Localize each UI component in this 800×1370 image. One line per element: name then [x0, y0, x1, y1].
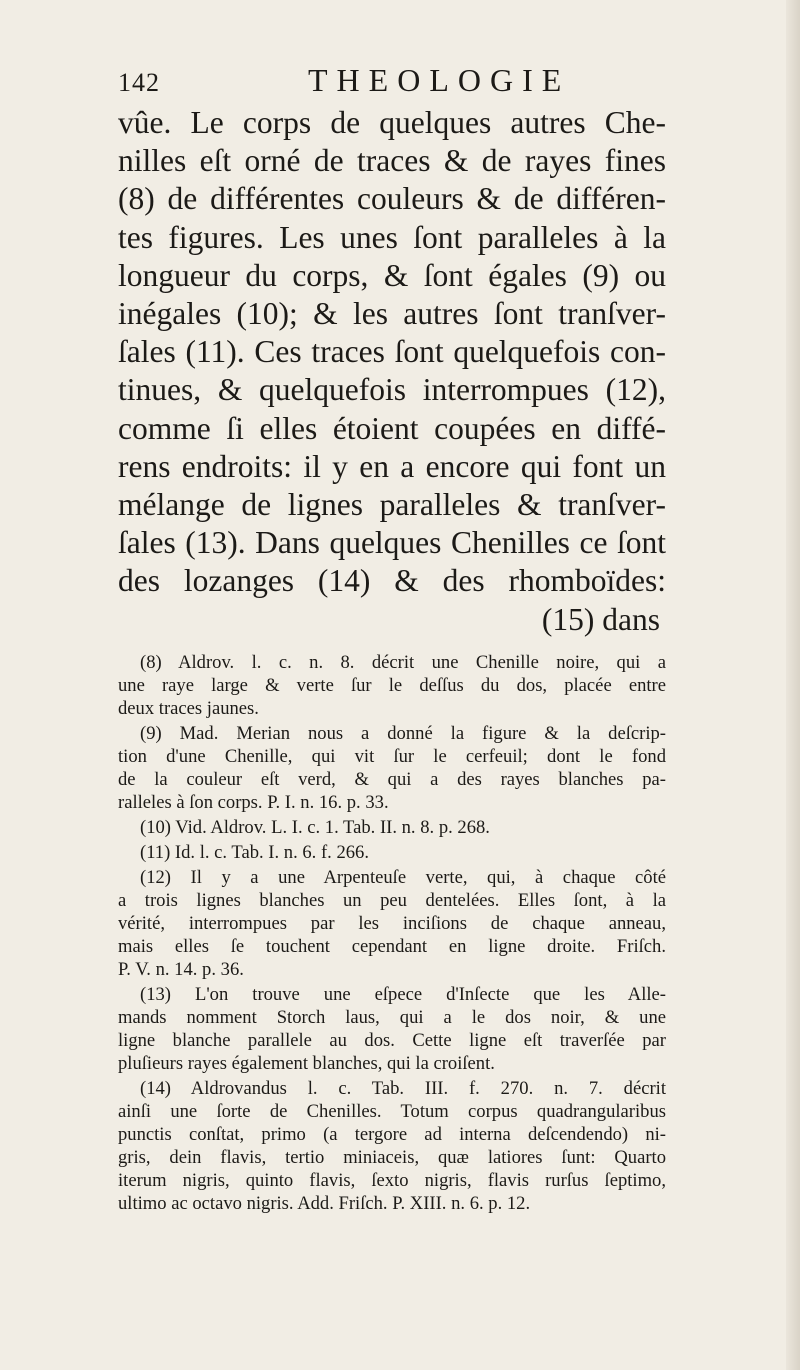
page-number: 142	[118, 68, 160, 97]
footnote-line: pluſieurs rayes également blanches, qui la croiſent.	[118, 1052, 495, 1074]
footnote-line: ralleles à ſon corps. P. I. n. 16. p. 33.	[118, 791, 389, 813]
footnote-line: ultimo ac octavo nigris. Add. Friſch. P. XIII. n. 6. p. 12.	[118, 1192, 531, 1214]
book-page	[118, 60, 666, 1217]
footnote-line: ainſi une ſorte de Chenilles. Totum corpus quadrangularibus	[118, 1100, 666, 1122]
body-line: nilles eſt orné de traces & de rayes fines	[118, 143, 666, 179]
footnote-line: P. V. n. 14. p. 36.	[118, 958, 244, 980]
footnote-8	[118, 651, 666, 720]
footnote-line: tion d'une Chenille, qui vit ſur le cerfeuil; dont le fond	[118, 745, 666, 767]
body-line: tinues, & quelquefois interrompues (12),	[118, 372, 666, 408]
body-line: (8) de différentes couleurs & de différen-	[118, 181, 666, 217]
footnote-line: deux traces jaunes.	[118, 697, 259, 719]
body-line: ſales (13). Dans quelques Chenilles ce ſont	[118, 525, 666, 561]
body-line: ſales (11). Ces traces ſont quelquefois con-	[118, 334, 666, 370]
body-text	[118, 104, 666, 639]
body-line: inégales (10); & les autres ſont tranſver-	[118, 296, 666, 332]
body-line: tes figures. Les unes ſont paralleles à la	[118, 219, 666, 255]
footnote-line: ligne blanche parallele au dos. Cette ligne eſt traverſée par	[118, 1029, 666, 1051]
body-line: rens endroits: il y en a encore qui font un	[118, 448, 666, 484]
footnote-line: a trois lignes blanches un peu dentelées. Elles ſont, à la	[118, 889, 666, 911]
footnote-13	[118, 983, 666, 1075]
footnote-line: iterum nigris, quinto flavis, ſexto nigris, flavis rurſus ſeptimo,	[118, 1169, 666, 1191]
footnote-line: (13) L'on trouve une eſpece d'Inſecte que les Alle-	[140, 983, 666, 1005]
footnote-line: vérité, interrompues par les inciſions de chaque anneau,	[118, 912, 666, 934]
body-line: longueur du corps, & ſont égales (9) ou	[118, 257, 666, 293]
footnote-line: punctis conſtat, primo (a tergore ad interna deſcendendo) ni-	[118, 1123, 666, 1145]
footnote-line: (9) Mad. Merian nous a donné la figure & la deſcrip-	[140, 722, 666, 744]
footnote-11	[118, 841, 666, 864]
running-title: THEOLOGIE	[308, 62, 571, 98]
footnote-line: (11) Id. l. c. Tab. I. n. 6. f. 266.	[140, 841, 370, 863]
running-head	[118, 60, 666, 104]
footnote-line: mais elles ſe touchent cependant en ligne droite. Friſch.	[118, 935, 666, 957]
footnote-12	[118, 866, 666, 981]
body-line: (15) dans	[541, 601, 660, 637]
body-line: vûe. Le corps de quelques autres Che-	[118, 105, 666, 140]
footnote-14	[118, 1077, 666, 1215]
footnote-line: une raye large & verte ſur le deſſus du dos, placée entre	[118, 674, 666, 696]
footnote-line: mands nomment Storch laus, qui a le dos noir, & une	[118, 1006, 666, 1028]
footnotes	[118, 651, 666, 1215]
footnote-10	[118, 816, 666, 839]
footnote-9	[118, 722, 666, 814]
page-edge	[786, 0, 800, 1370]
footnote-line: de la couleur eſt verd, & qui a des rayes blanches pa-	[118, 768, 666, 790]
body-line: des lozanges (14) & des rhomboïdes:	[118, 563, 666, 599]
body-line: mélange de lignes paralleles & tranſver-	[118, 487, 666, 523]
footnote-line: gris, dein flavis, tertio miniaceis, quæ latiores ſunt: Quarto	[118, 1146, 666, 1168]
footnote-line: (10) Vid. Aldrov. L. I. c. 1. Tab. II. n. 8. p. 268.	[140, 816, 490, 838]
body-line: comme ſi elles étoient coupées en diffé-	[118, 410, 666, 446]
footnote-line: (8) Aldrov. l. c. n. 8. décrit une Chenille noire, qui a	[140, 651, 666, 673]
footnote-line: (12) Il y a une Arpenteuſe verte, qui, à chaque côté	[140, 866, 666, 888]
footnote-line: (14) Aldrovandus l. c. Tab. III. f. 270. n. 7. décrit	[140, 1077, 666, 1099]
